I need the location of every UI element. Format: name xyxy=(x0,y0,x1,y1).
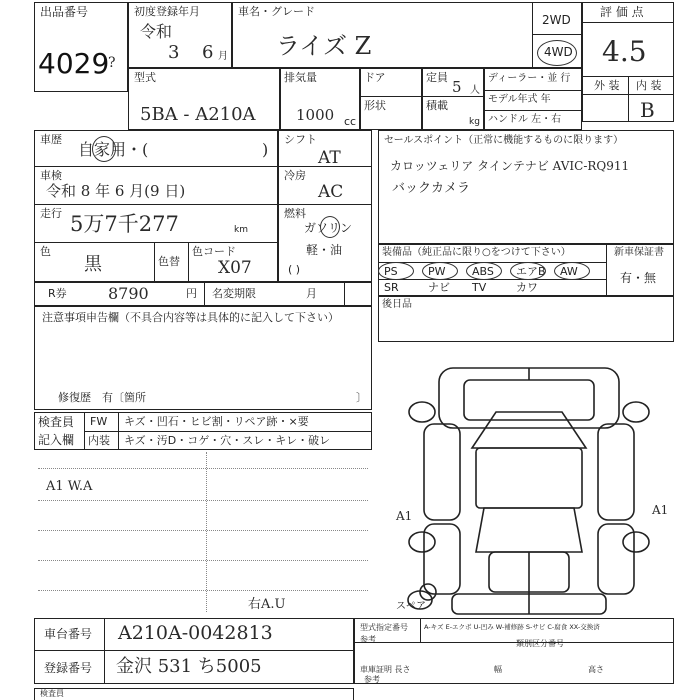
legend-size-label: 車庫証明 長さ xyxy=(360,665,411,674)
fw-label: FW xyxy=(90,415,108,428)
drive-2wd: 2WD xyxy=(542,13,571,27)
equipment-item: カワ xyxy=(516,281,538,294)
dealer-label: ディーラー・並 行 xyxy=(488,73,571,84)
name-change-month: 月 xyxy=(306,287,317,300)
registration-month: 6 xyxy=(202,42,214,63)
km-unit: km xyxy=(234,225,248,235)
sales-points-label: セールスポイント（正常に機能するものに限ります） xyxy=(384,135,624,146)
plate-value: 金沢 531 ち5005 xyxy=(116,656,262,677)
lot-number-label: 出品番号 xyxy=(40,5,89,19)
equipment-item: AW xyxy=(560,265,578,278)
displacement-label: 排気量 xyxy=(284,71,317,84)
interior-insp-label: 内装 xyxy=(88,434,110,447)
repair-history-label: 修復歴 有〔箇所 xyxy=(58,391,146,404)
registration-era: 令和 xyxy=(140,22,173,41)
doors-label: ドア xyxy=(364,71,386,84)
rear-items-label: 後日品 xyxy=(382,299,412,310)
equipment-circle xyxy=(378,262,414,280)
exterior-label: 外 装 xyxy=(594,79,620,92)
shape-label: 形状 xyxy=(364,99,386,112)
recycle-label: R券 xyxy=(48,287,67,300)
model-label: 型式 xyxy=(134,71,156,84)
ac-value: AC xyxy=(318,182,344,202)
sales-points-line1: カロッツェリア タインテナビ AVIC-RQ911 xyxy=(390,159,630,173)
warranty-label: 新車保証書 xyxy=(614,247,664,258)
persons-unit: 人 xyxy=(470,85,480,96)
load-label: 積載 xyxy=(426,99,448,112)
inspection-value: 令和 8 年 6 月(9 日) xyxy=(46,182,186,200)
model-value: 5BA - A210A xyxy=(140,104,256,125)
history-circle xyxy=(92,136,116,162)
chassis-label: 車台番号 xyxy=(44,627,93,641)
first-registration-label: 初度登録年月 xyxy=(134,5,200,18)
inspection-label: 車検 xyxy=(40,169,62,182)
kg-unit: kg xyxy=(469,117,480,127)
recycle-box xyxy=(34,282,372,306)
history-label: 車歴 xyxy=(40,133,62,146)
plate-label: 登録番号 xyxy=(44,661,93,675)
fuel-other: ( ) xyxy=(288,263,301,276)
car-diagram xyxy=(404,352,654,620)
mileage-label: 走行 xyxy=(40,207,62,220)
history-value: 自家用・( xyxy=(78,140,149,159)
shift-value: AT xyxy=(318,148,341,168)
spare-label: スペア xyxy=(396,601,426,612)
yen-unit: 円 xyxy=(186,287,197,300)
month-unit: 月 xyxy=(218,51,228,62)
inspector-label: 検査員 xyxy=(38,415,75,429)
drive-4wd-circle xyxy=(537,40,577,66)
cc-unit: cc xyxy=(344,115,357,128)
inspection-note-2: 右A.U xyxy=(248,597,286,612)
legend-ref-2: 参考 xyxy=(364,675,380,684)
footer-box xyxy=(34,688,354,700)
equipment-item: ABS xyxy=(472,265,494,278)
ac-label: 冷房 xyxy=(284,169,306,182)
color-label: 色 xyxy=(40,245,51,258)
rear-items-box xyxy=(378,296,674,342)
name-change-label: 名変期限 xyxy=(212,287,256,300)
equipment-item: TV xyxy=(472,281,487,294)
legend-codes: A-キズ E-エクボ U-凹み W-補修跡 S-サビ C-腐食 XX-交換済 xyxy=(424,623,600,631)
capacity-label: 定員 xyxy=(426,71,448,84)
interior-insp-text: キズ・汚D・コゲ・穴・スレ・キレ・破レ xyxy=(124,434,331,447)
color-value: 黒 xyxy=(84,254,102,275)
registration-year: 3 xyxy=(168,42,180,63)
color-change-label: 色替 xyxy=(158,255,180,268)
chassis-value: A210A-0042813 xyxy=(118,622,273,644)
entry-label: 記入欄 xyxy=(38,433,75,447)
fuel-gasoline: ガソリン xyxy=(304,221,353,235)
score-label: 評 価 点 xyxy=(600,5,644,19)
mileage-value: 5万7千277 xyxy=(70,212,179,236)
legend-model-code: 型式指定番号 xyxy=(360,623,408,632)
legend-class-code: 類別区分番号 xyxy=(516,639,564,648)
history-close: ) xyxy=(262,140,269,159)
equipment-item: SR xyxy=(384,281,399,294)
equipment-circle xyxy=(422,262,458,280)
interior-grade: B xyxy=(640,98,655,122)
diagram-left-note: A1 xyxy=(396,509,413,523)
legend-height-label: 高さ xyxy=(588,665,604,674)
car-name: ライズ Z xyxy=(276,32,372,60)
score-value: 4.5 xyxy=(602,35,647,68)
legend-ref-1: 参考 xyxy=(360,635,376,644)
repair-history-close: 〕 xyxy=(356,391,367,404)
equipment-item: ナビ xyxy=(428,281,450,294)
capacity-value: 5 xyxy=(452,78,462,96)
car-name-label: 車名・グレード xyxy=(238,5,315,18)
equipment-circle xyxy=(510,262,546,280)
displacement-value: 1000 xyxy=(296,106,335,124)
fuel-diesel: 軽・油 xyxy=(306,243,343,257)
fuel-circle xyxy=(320,216,340,238)
sales-points-line2: バックカメラ xyxy=(392,181,471,196)
lot-suffix: ? xyxy=(108,55,116,71)
lot-number: 4029 xyxy=(38,47,110,80)
equipment-label: 装備品（純正品に限り○をつけて下さい） xyxy=(382,247,571,258)
interior-label: 内 装 xyxy=(636,79,662,92)
equipment-circle xyxy=(466,262,502,280)
color-code-label: 色コード xyxy=(192,245,236,258)
fuel-label: 燃料 xyxy=(284,207,306,220)
notes-label: 注意事項申告欄（不具合内容等は具体的に記入して下さい） xyxy=(42,311,339,324)
diagram-right-note: A1 xyxy=(652,503,669,517)
color-code-value: X07 xyxy=(218,258,252,278)
fw-text: キズ・凹石・ヒビ割・リペア跡・×要 xyxy=(124,415,309,428)
recycle-value: 8790 xyxy=(108,284,149,303)
footer-label: 検査員 xyxy=(40,689,64,698)
inspection-note-1: A1 W.A xyxy=(46,479,93,494)
handle-label: ハンドル 左・右 xyxy=(488,114,562,125)
equipment-item: PS xyxy=(384,265,398,278)
model-year-label: モデル年式 年 xyxy=(488,94,551,105)
legend-width-label: 幅 xyxy=(494,665,502,674)
equipment-circle xyxy=(554,262,590,280)
equipment-item: エアB xyxy=(516,265,546,278)
equipment-item: PW xyxy=(428,265,446,278)
drive-4wd: 4WD xyxy=(544,45,573,59)
shift-label: シフト xyxy=(284,133,317,146)
warranty-value: 有・無 xyxy=(620,271,657,285)
